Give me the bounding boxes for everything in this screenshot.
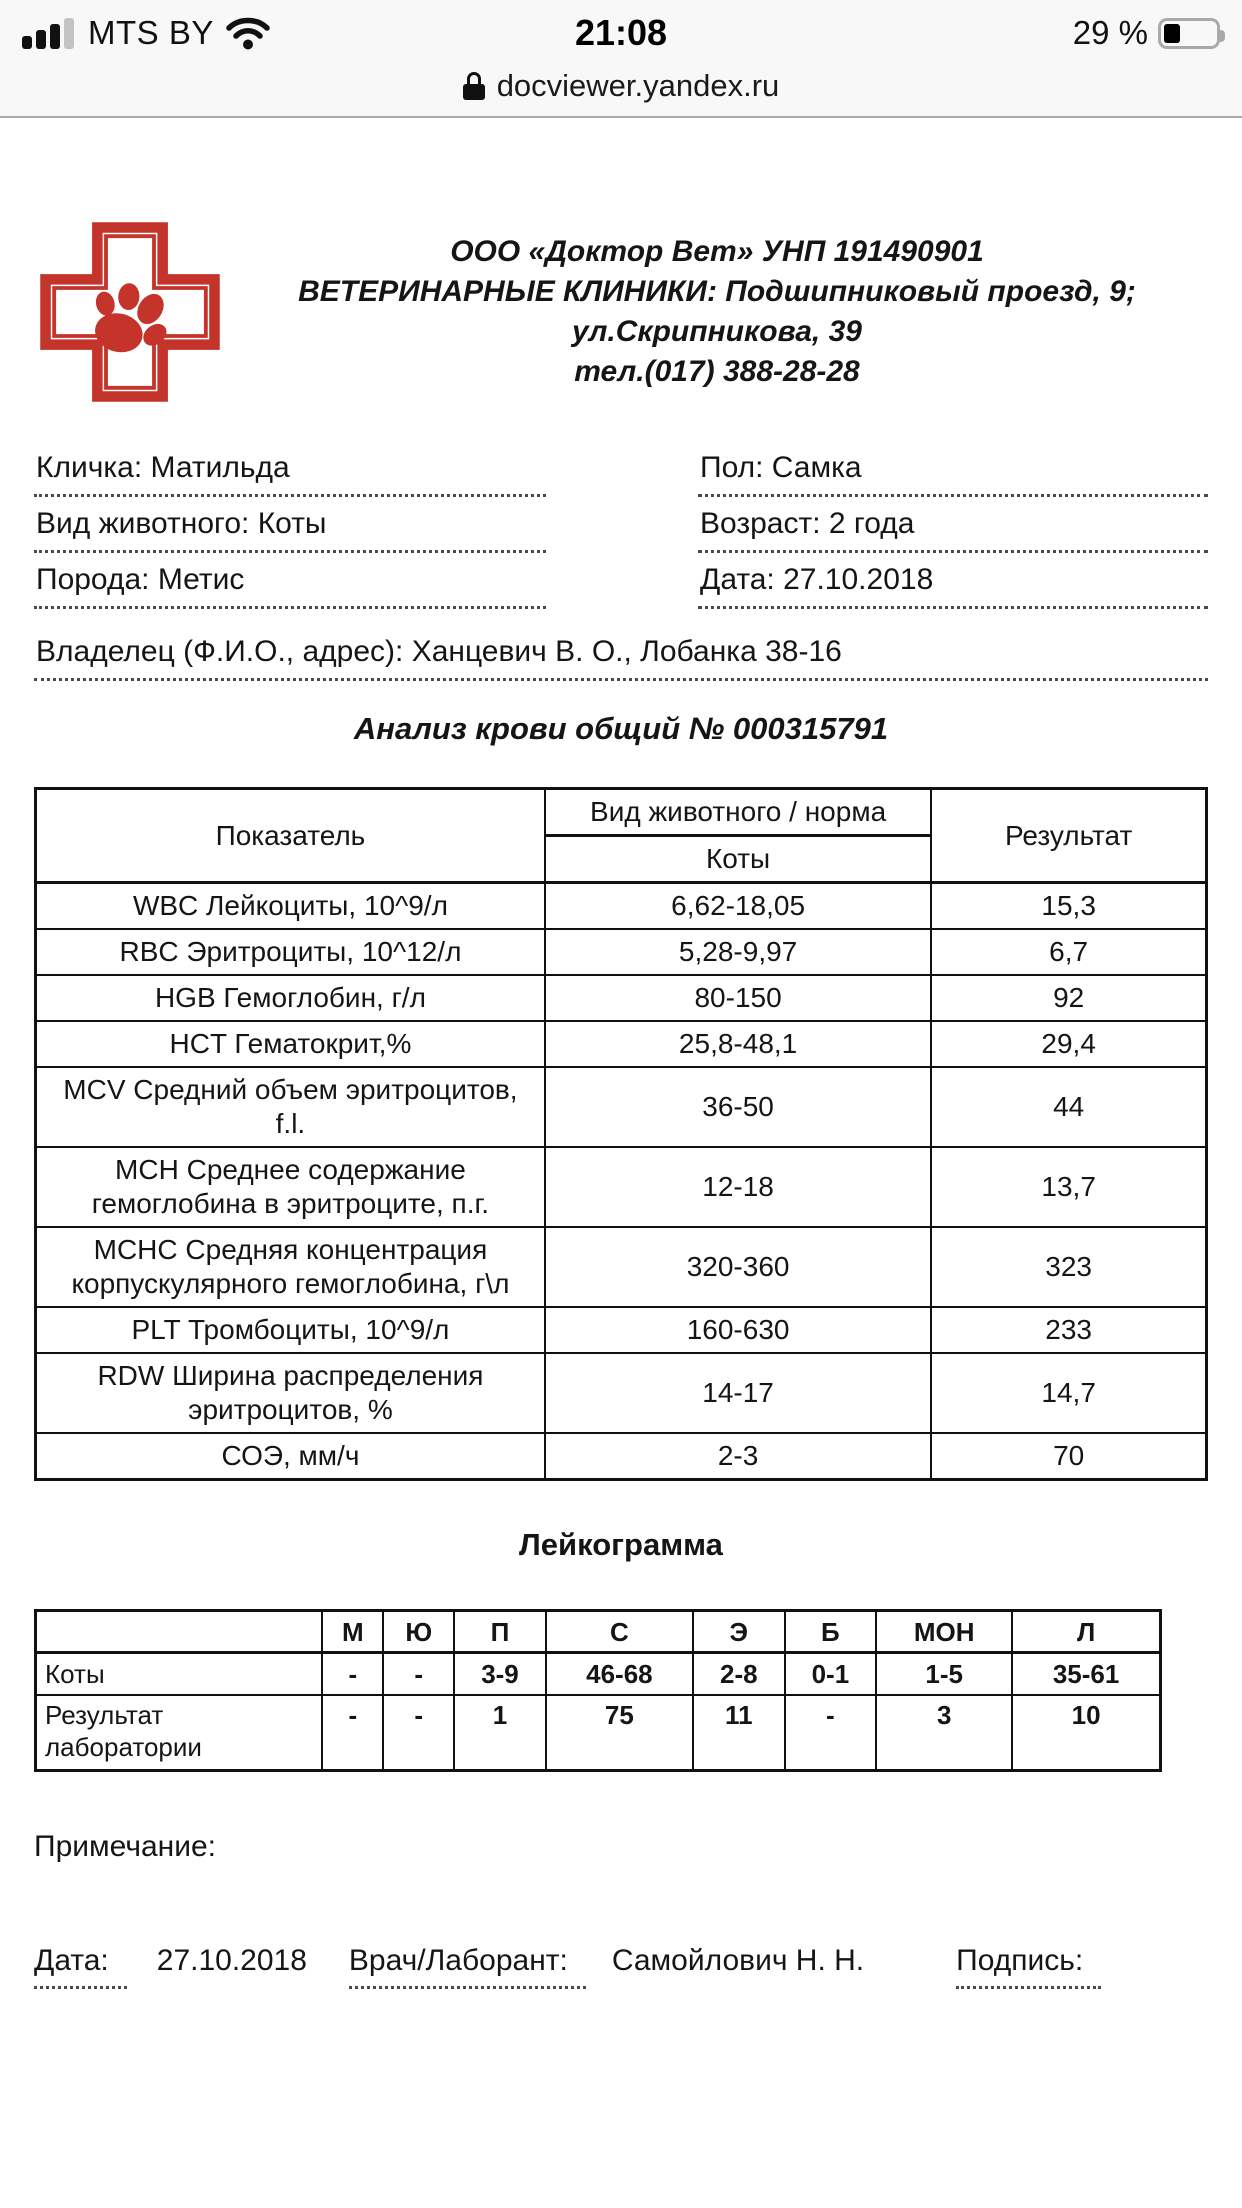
leukogram-header: П	[454, 1611, 546, 1653]
parameter-cell: HGB Гемоглобин, г/л	[36, 975, 545, 1021]
parameter-cell: PLT Тромбоциты, 10^9/л	[36, 1307, 545, 1353]
parameter-cell: WBC Лейкоциты, 10^9/л	[36, 883, 545, 930]
norm-cell: 25,8-48,1	[545, 1021, 931, 1067]
table-row	[36, 975, 1207, 1021]
leukogram-cell: 3-9	[454, 1653, 546, 1695]
clinic-line-1: ООО «Доктор Вет» УНП 191490901	[450, 235, 984, 268]
leukogram-cell: 0-1	[785, 1653, 877, 1695]
leukogram-cell: 46-68	[546, 1653, 693, 1695]
result-cell: 44	[931, 1067, 1206, 1147]
leukogram-cell: -	[383, 1695, 454, 1771]
norm-cell: 36-50	[545, 1067, 931, 1147]
clinic-line-4: тел.(017) 388-28-28	[574, 355, 860, 388]
leukogram-cell: -	[322, 1653, 383, 1695]
leukogram-cell: 11	[693, 1695, 785, 1771]
pet-species-field: Вид животного: Коты	[34, 502, 546, 553]
leukogram-cell: 1	[454, 1695, 546, 1771]
parameter-cell: RBC Эритроциты, 10^12/л	[36, 929, 545, 975]
leukogram-header: МОН	[876, 1611, 1012, 1653]
leukogram-cell: 3	[876, 1695, 1012, 1771]
carrier-label: MTS BY	[88, 14, 214, 51]
footer	[34, 1944, 1208, 1989]
document-page	[0, 118, 1242, 1989]
leukogram-row-label: Результат лаборатории	[36, 1695, 323, 1771]
parameter-cell: MCH Среднее содержание гемоглобина в эритроците, п.г.	[36, 1147, 545, 1227]
leukogram-cell: 2-8	[693, 1653, 785, 1695]
note-label: Примечание:	[34, 1830, 216, 1863]
clinic-cross-paw-logo-icon	[34, 214, 226, 410]
clock-label: 21:08	[574, 12, 668, 53]
result-cell: 233	[931, 1307, 1206, 1353]
parameter-cell: MCV Средний объем эритроцитов, f.l.	[36, 1067, 545, 1147]
leukogram-cell: -	[383, 1653, 454, 1695]
table-row	[36, 1695, 1161, 1771]
norm-cell: 320-360	[545, 1227, 931, 1307]
table-row	[36, 1227, 1207, 1307]
table-row	[36, 1433, 1207, 1480]
leukogram-cell: -	[785, 1695, 877, 1771]
norm-cell: 12-18	[545, 1147, 931, 1227]
parameter-cell: RDW Ширина распределения эритроцитов, %	[36, 1353, 545, 1433]
report-title: Анализ крови общий № 000315791	[353, 711, 889, 746]
table-row	[36, 1021, 1207, 1067]
result-cell: 15,3	[931, 883, 1206, 930]
clinic-header	[34, 214, 1208, 410]
leukogram-cell: 35-61	[1012, 1653, 1160, 1695]
leukogram-cell: -	[322, 1695, 383, 1771]
column-header-parameter: Показатель	[36, 789, 545, 883]
leukogram-header: С	[546, 1611, 693, 1653]
table-row	[36, 1067, 1207, 1147]
url-bar[interactable]	[0, 56, 1242, 116]
url-text: docviewer.yandex.ru	[496, 68, 780, 103]
clinic-line-3: ул.Скрипникова, 39	[572, 315, 862, 348]
leukogram-empty-header	[36, 1611, 323, 1653]
pet-breed-field: Порода: Метис	[34, 558, 546, 609]
leukogram-header: Б	[785, 1611, 877, 1653]
footer-doctor-value: Самойлович Н. Н.	[611, 1944, 865, 1977]
pet-sex-field: Пол: Самка	[698, 446, 1208, 497]
parameter-cell: HCT Гематокрит,%	[36, 1021, 545, 1067]
result-cell: 6,7	[931, 929, 1206, 975]
leukogram-cell: 10	[1012, 1695, 1160, 1771]
result-cell: 70	[931, 1433, 1206, 1480]
footer-doctor-label: Врач/Лаборант:	[349, 1944, 586, 1989]
table-row	[36, 1307, 1207, 1353]
table-row	[36, 1353, 1207, 1433]
browser-chrome	[0, 0, 1242, 118]
pet-age-field: Возраст: 2 года	[698, 502, 1208, 553]
result-cell: 29,4	[931, 1021, 1206, 1067]
leukogram-table	[34, 1609, 1162, 1772]
battery-percent-label: 29 %	[1072, 14, 1148, 51]
norm-cell: 80-150	[545, 975, 931, 1021]
footer-date-label: Дата:	[34, 1944, 127, 1989]
leukogram-row-label: Коты	[36, 1653, 323, 1695]
lock-icon	[463, 72, 485, 100]
owner-field: Владелец (Ф.И.О., адрес): Ханцевич В. О., Лобанка 38-16	[34, 630, 1208, 681]
wifi-icon	[226, 17, 270, 50]
leukogram-header: М	[322, 1611, 383, 1653]
status-bar	[0, 0, 1242, 56]
blood-analysis-table	[34, 787, 1208, 1481]
parameter-cell: СОЭ, мм/ч	[36, 1433, 545, 1480]
patient-info	[34, 446, 1208, 614]
leukogram-header: Л	[1012, 1611, 1160, 1653]
result-cell: 92	[931, 975, 1206, 1021]
report-date-field: Дата: 27.10.2018	[698, 558, 1208, 609]
leukogram-cell: 75	[546, 1695, 693, 1771]
leukogram-title: Лейкограмма	[519, 1527, 723, 1562]
result-cell: 14,7	[931, 1353, 1206, 1433]
norm-cell: 6,62-18,05	[545, 883, 931, 930]
norm-cell: 160-630	[545, 1307, 931, 1353]
footer-signature-label: Подпись:	[956, 1944, 1101, 1989]
column-header-norm: Вид животного / норма	[545, 789, 931, 836]
norm-cell: 14-17	[545, 1353, 931, 1433]
pet-name-field: Кличка: Матильда	[34, 446, 546, 497]
column-header-result: Результат	[931, 789, 1206, 883]
footer-date-value: 27.10.2018	[156, 1944, 307, 1977]
table-row	[36, 883, 1207, 930]
leukogram-cell: 1-5	[876, 1653, 1012, 1695]
battery-icon	[1158, 18, 1220, 49]
norm-cell: 2-3	[545, 1433, 931, 1480]
cell-signal-icon	[22, 18, 74, 49]
norm-cell: 5,28-9,97	[545, 929, 931, 975]
leukogram-header: Э	[693, 1611, 785, 1653]
table-row	[36, 929, 1207, 975]
result-cell: 13,7	[931, 1147, 1206, 1227]
parameter-cell: MCHC Средняя концентрация корпускулярного гемоглобина, г\л	[36, 1227, 545, 1307]
table-row	[36, 1653, 1161, 1695]
clinic-line-2: ВЕТЕРИНАРНЫЕ КЛИНИКИ: Подшипниковый проезд, 9;	[298, 275, 1136, 308]
column-header-norm-species: Коты	[545, 836, 931, 883]
table-row	[36, 1147, 1207, 1227]
result-cell: 323	[931, 1227, 1206, 1307]
leukogram-header: Ю	[383, 1611, 454, 1653]
